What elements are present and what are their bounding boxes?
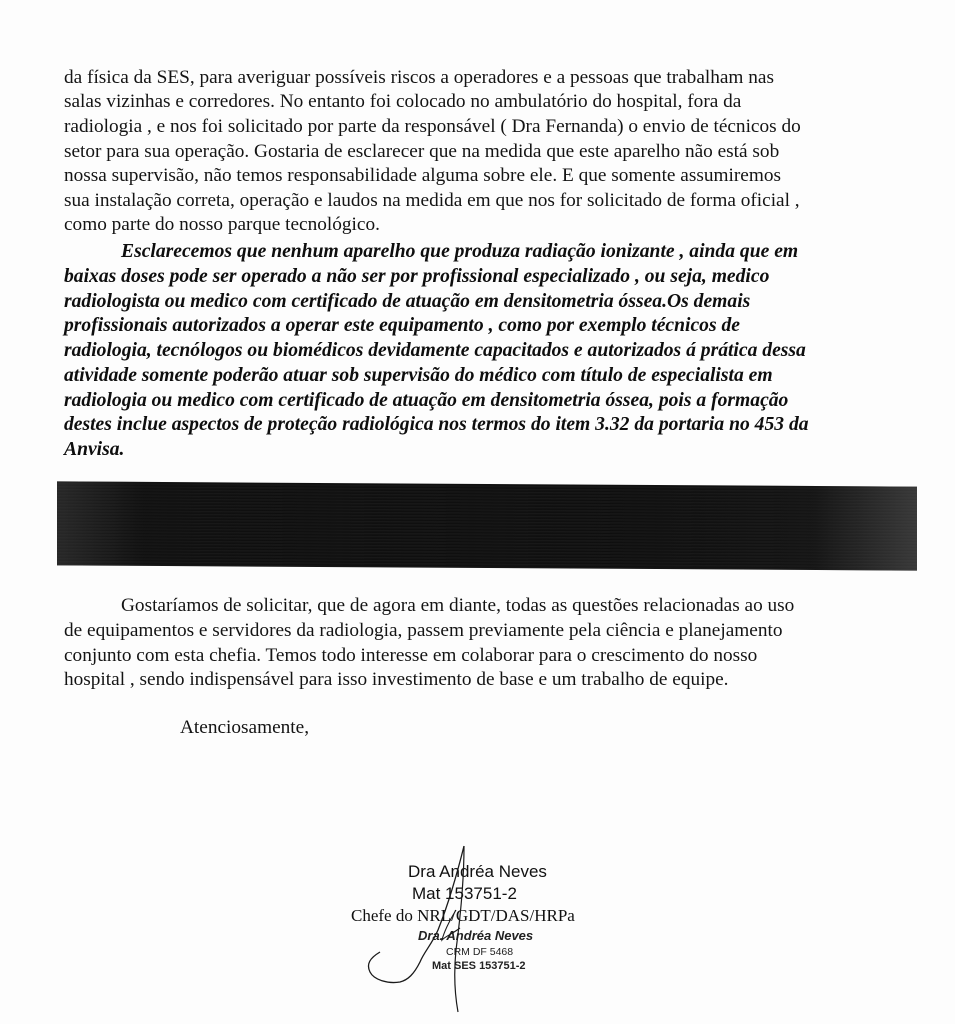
redaction-bar [57, 481, 917, 570]
stamp-crm: CRM DF 5468 [446, 946, 514, 958]
text-line: como parte do nosso parque tecnológico. [64, 214, 380, 235]
text-line: sua instalação correta, operação e laudos na medida em que nos for solicitado de forma oficial , [64, 190, 800, 211]
text-line: radiologia , e nos foi solicitado por parte da responsável ( Dra Fernanda) o envio de técnicos do [64, 116, 801, 137]
text-line: Esclarecemos que nenhum aparelho que produza radiação ionizante , ainda que em [121, 241, 799, 262]
signer-name: Dra Andréa Neves [408, 862, 547, 881]
text-line: Gostaríamos de solicitar, que de agora em diante, todas as questões relacionadas ao uso [121, 595, 795, 616]
handwritten-signature [360, 840, 560, 1020]
text-line: Anvisa. [64, 439, 125, 460]
text-line: baixas doses pode ser operado a não ser por profissional especializado , ou seja, medico [64, 266, 770, 287]
text-line: da física da SES, para averiguar possíveis riscos a operadores e a pessoas que trabalham nas [64, 67, 774, 88]
stamp-name: Dra. Andréa Neves [418, 928, 534, 943]
text-line: radiologia ou medico com certificado de atuação em densitometria óssea, pois a formação [64, 390, 789, 411]
text-line: radiologista ou medico com certificado de atuação em densitometria óssea.Os demais [64, 291, 751, 312]
stamp-mat: Mat SES 153751-2 [432, 960, 526, 972]
text-line: radiologia, tecnólogos ou biomédicos devidamente capacitados e autorizados á prática dessa [64, 340, 806, 361]
text-line: atividade somente poderão atuar sob supervisão do médico com título de especialista em [64, 365, 773, 386]
signature-stroke [368, 846, 464, 983]
text-line: destes inclue aspectos de proteção radiológica nos termos do item 3.32 da portaria no 453 da [64, 414, 809, 435]
text-line: salas vizinhas e corredores. No entanto foi colocado no ambulatório do hospital, fora da [64, 91, 742, 112]
text-line: de equipamentos e servidores da radiologia, passem previamente pela ciência e planejamento [64, 620, 783, 641]
text-line: conjunto com esta chefia. Temos todo interesse em colaborar para o crescimento do nosso [64, 645, 758, 666]
text-line: nossa supervisão, não temos responsabilidade alguma sobre ele. E que somente assumiremos [64, 165, 781, 186]
signer-title: Chefe do NRL/GDT/DAS/HRPa [351, 906, 575, 925]
signer-registration: Mat 153751-2 [412, 884, 517, 903]
text-line: profissionais autorizados a operar este equipamento , como por exemplo técnicos de [64, 315, 740, 336]
closing-salutation: Atenciosamente, [180, 717, 310, 738]
text-line: hospital , sendo indispensável para isso investimento de base e um trabalho de equipe. [64, 669, 729, 690]
text-line: setor para sua operação. Gostaria de esclarecer que na medida que este aparelho não está sob [64, 141, 780, 162]
